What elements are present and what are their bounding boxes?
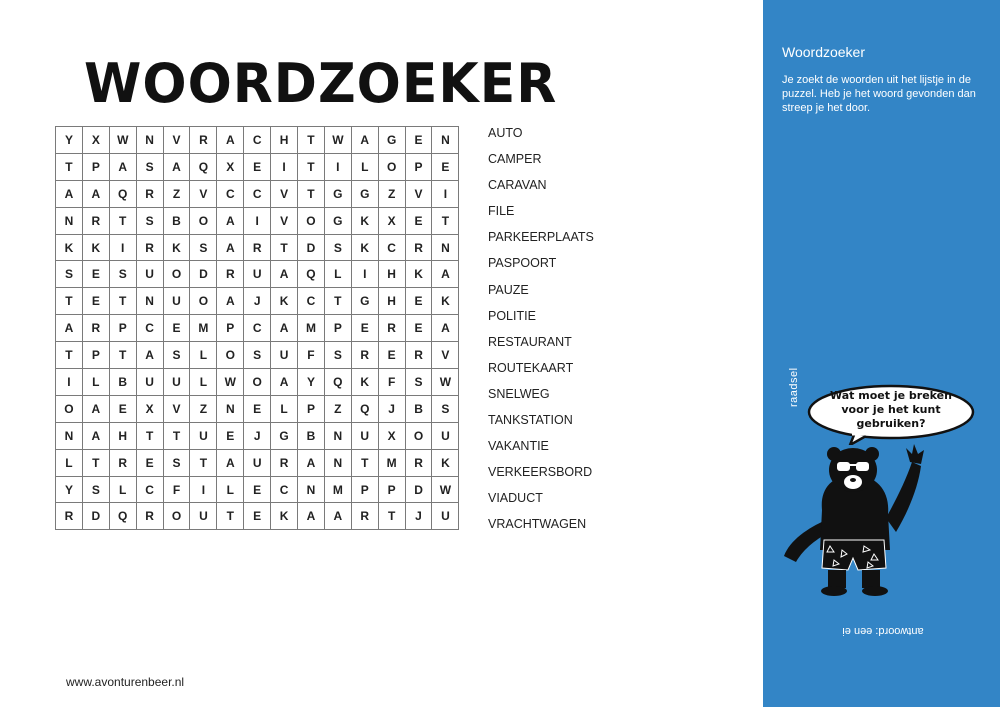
grid-cell: A: [324, 503, 351, 530]
grid-cell: K: [82, 234, 109, 261]
grid-cell: E: [163, 315, 190, 342]
grid-cell: R: [244, 234, 271, 261]
grid-cell: D: [190, 261, 217, 288]
grid-cell: Y: [56, 476, 83, 503]
grid-cell: O: [378, 153, 405, 180]
grid-cell: U: [432, 422, 459, 449]
grid-cell: T: [190, 449, 217, 476]
grid-cell: N: [324, 449, 351, 476]
grid-cell: P: [298, 395, 325, 422]
grid-cell: K: [56, 234, 83, 261]
grid-cell: S: [56, 261, 83, 288]
grid-cell: H: [109, 422, 136, 449]
grid-cell: J: [378, 395, 405, 422]
grid-cell: O: [56, 395, 83, 422]
word-list-item: AUTO: [488, 126, 523, 140]
grid-cell: G: [271, 422, 298, 449]
word-list-item: FILE: [488, 204, 515, 219]
word-list: [488, 122, 594, 540]
grid-cell: E: [378, 342, 405, 369]
grid-cell: B: [163, 207, 190, 234]
grid-cell: V: [163, 395, 190, 422]
grid-cell: I: [324, 153, 351, 180]
grid-cell: E: [405, 207, 432, 234]
grid-cell: S: [136, 153, 163, 180]
grid-cell: S: [163, 449, 190, 476]
grid-cell: L: [190, 342, 217, 369]
grid-cell: W: [217, 369, 244, 396]
grid-cell: U: [190, 503, 217, 530]
grid-cell: C: [136, 315, 163, 342]
grid-cell: C: [244, 180, 271, 207]
grid-cell: R: [351, 503, 378, 530]
grid-cell: K: [163, 234, 190, 261]
grid-cell: Q: [324, 369, 351, 396]
grid-cell: N: [298, 476, 325, 503]
riddle-answer: antwoord: een ei: [842, 625, 924, 637]
grid-cell: Q: [298, 261, 325, 288]
word-list-item: PAUZE: [488, 282, 529, 297]
grid-cell: T: [109, 207, 136, 234]
grid-cell: I: [190, 476, 217, 503]
grid-cell: W: [109, 127, 136, 154]
grid-cell: V: [190, 180, 217, 207]
riddle-section-label: raadsel: [788, 367, 800, 407]
grid-cell: Q: [109, 503, 136, 530]
grid-cell: F: [298, 342, 325, 369]
grid-cell: A: [217, 127, 244, 154]
grid-cell: R: [405, 449, 432, 476]
grid-cell: Q: [351, 395, 378, 422]
grid-cell: Y: [56, 127, 83, 154]
grid-cell: Z: [163, 180, 190, 207]
grid-row: [56, 449, 459, 476]
grid-cell: R: [109, 449, 136, 476]
grid-cell: T: [82, 449, 109, 476]
grid-cell: A: [136, 342, 163, 369]
grid-cell: A: [217, 288, 244, 315]
grid-cell: R: [378, 315, 405, 342]
website-url: www.avonturenbeer.nl: [66, 675, 185, 689]
grid-cell: U: [432, 503, 459, 530]
grid-cell: P: [378, 476, 405, 503]
grid-cell: C: [271, 476, 298, 503]
grid-cell: U: [163, 288, 190, 315]
grid-cell: R: [271, 449, 298, 476]
grid-cell: C: [244, 315, 271, 342]
grid-cell: V: [405, 180, 432, 207]
grid-cell: T: [324, 288, 351, 315]
grid-cell: O: [405, 422, 432, 449]
grid-cell: V: [271, 207, 298, 234]
grid-cell: R: [405, 234, 432, 261]
grid-cell: Z: [190, 395, 217, 422]
grid-cell: T: [56, 342, 83, 369]
grid-cell: V: [163, 127, 190, 154]
grid-cell: N: [432, 234, 459, 261]
grid-cell: B: [298, 422, 325, 449]
grid-cell: U: [351, 422, 378, 449]
grid-cell: L: [271, 395, 298, 422]
bear-icon: [778, 440, 928, 600]
word-list-item: PASPOORT: [488, 256, 557, 271]
grid-cell: K: [432, 288, 459, 315]
grid-cell: N: [56, 422, 83, 449]
grid-cell: X: [378, 422, 405, 449]
grid-cell: O: [190, 207, 217, 234]
grid-cell: O: [298, 207, 325, 234]
grid-cell: O: [244, 369, 271, 396]
grid-cell: T: [298, 180, 325, 207]
grid-cell: T: [136, 422, 163, 449]
grid-cell: L: [109, 476, 136, 503]
grid-cell: S: [432, 395, 459, 422]
grid-cell: G: [324, 180, 351, 207]
grid-cell: P: [82, 342, 109, 369]
grid-cell: O: [163, 503, 190, 530]
grid-cell: X: [136, 395, 163, 422]
grid-row: [56, 207, 459, 234]
grid-cell: U: [271, 342, 298, 369]
grid-cell: L: [56, 449, 83, 476]
grid-cell: M: [378, 449, 405, 476]
grid-cell: T: [56, 153, 83, 180]
grid-cell: Z: [324, 395, 351, 422]
grid-cell: L: [190, 369, 217, 396]
grid-row: [56, 234, 459, 261]
grid-cell: D: [82, 503, 109, 530]
grid-cell: R: [136, 503, 163, 530]
page-title: WOORDZOEKER: [84, 52, 558, 116]
grid-cell: T: [217, 503, 244, 530]
word-list-item: CARAVAN: [488, 178, 547, 193]
grid-cell: E: [244, 476, 271, 503]
grid-cell: B: [109, 369, 136, 396]
grid-cell: T: [378, 503, 405, 530]
grid-cell: G: [324, 207, 351, 234]
grid-cell: K: [271, 288, 298, 315]
grid-cell: A: [163, 153, 190, 180]
word-list-item: VERKEERSBORD: [488, 465, 593, 480]
grid-cell: K: [432, 449, 459, 476]
grid-cell: U: [136, 369, 163, 396]
word-list-item: ROUTEKAART: [488, 360, 574, 375]
grid-cell: J: [244, 422, 271, 449]
grid-cell: R: [405, 342, 432, 369]
grid-cell: A: [217, 234, 244, 261]
grid-cell: B: [405, 395, 432, 422]
grid-cell: C: [136, 476, 163, 503]
grid-cell: H: [378, 288, 405, 315]
word-list-item: POLITIE: [488, 308, 536, 323]
grid-cell: S: [136, 207, 163, 234]
sidebar-panel: [763, 0, 1000, 707]
grid-cell: E: [244, 503, 271, 530]
grid-cell: N: [136, 127, 163, 154]
grid-cell: I: [56, 369, 83, 396]
grid-cell: S: [324, 234, 351, 261]
grid-cell: J: [405, 503, 432, 530]
grid-cell: X: [378, 207, 405, 234]
grid-cell: S: [244, 342, 271, 369]
grid-cell: L: [324, 261, 351, 288]
grid-cell: F: [378, 369, 405, 396]
grid-cell: T: [109, 288, 136, 315]
grid-cell: S: [405, 369, 432, 396]
grid-cell: P: [324, 315, 351, 342]
grid-cell: E: [82, 288, 109, 315]
grid-cell: M: [298, 315, 325, 342]
grid-cell: P: [217, 315, 244, 342]
grid-row: [56, 342, 459, 369]
word-list-item: VIADUCT: [488, 491, 543, 506]
grid-cell: A: [271, 261, 298, 288]
grid-cell: A: [351, 127, 378, 154]
grid-cell: U: [244, 261, 271, 288]
grid-cell: N: [56, 207, 83, 234]
grid-cell: R: [82, 207, 109, 234]
grid-cell: Y: [298, 369, 325, 396]
grid-cell: N: [324, 422, 351, 449]
grid-cell: C: [217, 180, 244, 207]
grid-cell: S: [324, 342, 351, 369]
grid-row: [56, 422, 459, 449]
grid-row: [56, 315, 459, 342]
grid-cell: E: [405, 127, 432, 154]
grid-cell: U: [136, 261, 163, 288]
grid-cell: A: [298, 503, 325, 530]
grid-cell: V: [271, 180, 298, 207]
grid-row: [56, 476, 459, 503]
grid-cell: R: [136, 234, 163, 261]
grid-cell: Q: [109, 180, 136, 207]
grid-cell: I: [244, 207, 271, 234]
grid-cell: A: [217, 207, 244, 234]
grid-cell: E: [351, 315, 378, 342]
grid-cell: K: [351, 369, 378, 396]
grid-cell: T: [351, 449, 378, 476]
grid-cell: S: [82, 476, 109, 503]
grid-cell: A: [432, 315, 459, 342]
grid-cell: H: [271, 127, 298, 154]
grid-cell: E: [405, 288, 432, 315]
grid-cell: I: [351, 261, 378, 288]
grid-cell: R: [217, 261, 244, 288]
grid-cell: O: [190, 288, 217, 315]
grid-cell: K: [351, 234, 378, 261]
grid-cell: T: [56, 288, 83, 315]
grid-cell: A: [82, 422, 109, 449]
grid-cell: G: [351, 180, 378, 207]
grid-cell: W: [324, 127, 351, 154]
word-list-item: TANKSTATION: [488, 413, 573, 428]
grid-cell: R: [190, 127, 217, 154]
grid-cell: U: [163, 369, 190, 396]
grid-cell: P: [82, 153, 109, 180]
grid-cell: O: [163, 261, 190, 288]
grid-cell: A: [109, 153, 136, 180]
grid-cell: K: [405, 261, 432, 288]
grid-cell: K: [351, 207, 378, 234]
word-list-item: VRACHTWAGEN: [488, 517, 587, 532]
grid-cell: Q: [190, 153, 217, 180]
grid-cell: T: [163, 422, 190, 449]
grid-cell: K: [271, 503, 298, 530]
grid-cell: E: [432, 153, 459, 180]
grid-cell: R: [136, 180, 163, 207]
grid-cell: A: [217, 449, 244, 476]
grid-row: [56, 395, 459, 422]
riddle-question: Wat moet je breken voor je het kunt gebruiken?: [830, 389, 952, 430]
grid-cell: U: [244, 449, 271, 476]
grid-cell: A: [271, 369, 298, 396]
grid-cell: E: [109, 395, 136, 422]
grid-cell: A: [271, 315, 298, 342]
grid-cell: R: [82, 315, 109, 342]
sidebar-title: Woordzoeker: [782, 44, 866, 60]
grid-cell: R: [351, 342, 378, 369]
grid-cell: I: [271, 153, 298, 180]
grid-cell: Z: [378, 180, 405, 207]
grid-cell: L: [351, 153, 378, 180]
grid-cell: E: [244, 395, 271, 422]
word-list-item: CAMPER: [488, 152, 542, 167]
grid-cell: D: [405, 476, 432, 503]
grid-cell: S: [190, 234, 217, 261]
word-list-item: RESTAURANT: [488, 334, 572, 349]
word-list-item: VAKANTIE: [488, 439, 549, 454]
grid-cell: P: [351, 476, 378, 503]
grid-cell: C: [378, 234, 405, 261]
grid-cell: P: [109, 315, 136, 342]
grid-cell: T: [298, 153, 325, 180]
grid-cell: G: [351, 288, 378, 315]
grid-cell: D: [298, 234, 325, 261]
grid-cell: I: [109, 234, 136, 261]
grid-cell: V: [432, 342, 459, 369]
grid-cell: N: [217, 395, 244, 422]
grid-cell: L: [82, 369, 109, 396]
grid-cell: W: [432, 369, 459, 396]
grid-cell: R: [56, 503, 83, 530]
grid-row: [56, 180, 459, 207]
grid-row: [56, 261, 459, 288]
word-list-item: SNELWEG: [488, 386, 550, 401]
grid-cell: M: [190, 315, 217, 342]
grid-cell: S: [109, 261, 136, 288]
grid-cell: T: [432, 207, 459, 234]
sidebar-instructions: Je zoekt de woorden uit het lijstje in de puzzel. Heb je het woord gevonden dan streep je het door.: [782, 74, 976, 114]
grid-cell: A: [56, 180, 83, 207]
grid-cell: T: [298, 127, 325, 154]
grid-cell: P: [405, 153, 432, 180]
grid-cell: E: [244, 153, 271, 180]
grid-cell: F: [163, 476, 190, 503]
grid-row: [56, 369, 459, 396]
grid-cell: T: [109, 342, 136, 369]
grid-cell: E: [82, 261, 109, 288]
grid-cell: I: [432, 180, 459, 207]
grid-cell: C: [298, 288, 325, 315]
grid-cell: W: [432, 476, 459, 503]
grid-cell: A: [56, 315, 83, 342]
grid-row: [56, 288, 459, 315]
grid-cell: S: [163, 342, 190, 369]
grid-row: [56, 127, 459, 154]
grid-cell: A: [82, 180, 109, 207]
word-list-item: PARKEERPLAATS: [488, 230, 594, 245]
grid-cell: N: [136, 288, 163, 315]
grid-cell: J: [244, 288, 271, 315]
grid-cell: T: [271, 234, 298, 261]
grid-cell: U: [190, 422, 217, 449]
grid-cell: E: [217, 422, 244, 449]
grid-cell: E: [136, 449, 163, 476]
grid-cell: C: [244, 127, 271, 154]
grid-cell: M: [324, 476, 351, 503]
grid-cell: E: [405, 315, 432, 342]
grid-cell: A: [298, 449, 325, 476]
word-search-grid: [55, 126, 459, 530]
grid-row: [56, 503, 459, 530]
grid-cell: G: [378, 127, 405, 154]
grid-cell: L: [217, 476, 244, 503]
grid-cell: A: [82, 395, 109, 422]
grid-cell: A: [432, 261, 459, 288]
grid-cell: H: [378, 261, 405, 288]
grid-cell: X: [82, 127, 109, 154]
grid-row: [56, 153, 459, 180]
grid-cell: X: [217, 153, 244, 180]
grid-cell: N: [432, 127, 459, 154]
grid-cell: O: [217, 342, 244, 369]
